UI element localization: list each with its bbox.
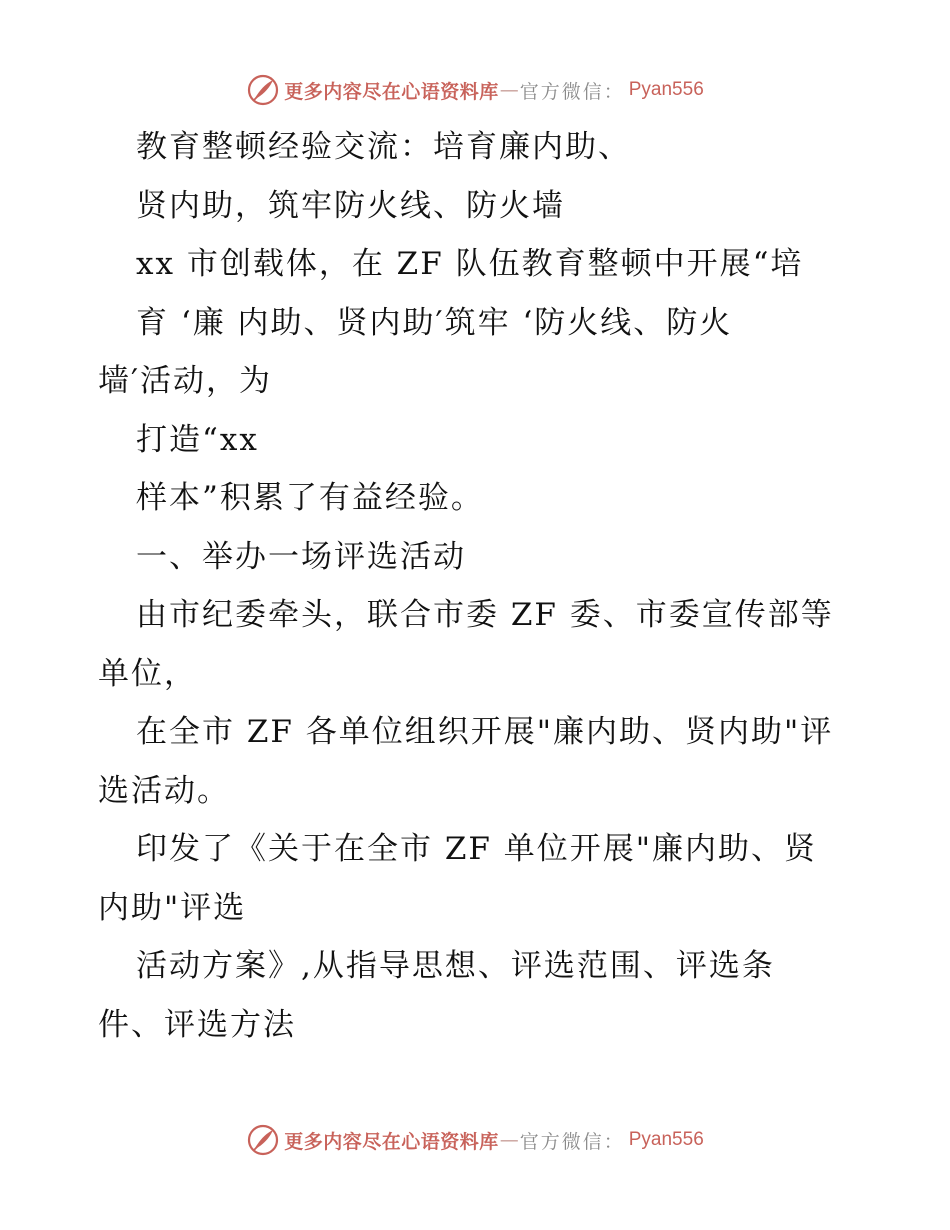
text-line: 件、评选方法 [98, 1006, 296, 1043]
watermark-dash: — [499, 79, 519, 101]
text-line: 活动方案》,从指导思想、评选范围、评选条 [136, 948, 775, 984]
watermark-label: 官方微信： [519, 80, 625, 103]
text-line: 打造“xx [136, 421, 259, 458]
text-line: 选活动。 [98, 772, 230, 809]
section-heading: 一、举办一场评选活动 [136, 538, 466, 575]
text-line: 教育整顿经验交流：培育廉内助、 [136, 129, 631, 165]
text-line: xx 市创载体，在 ZF 队伍教育整顿中开展“培 [136, 246, 804, 282]
header-watermark [0, 70, 950, 110]
text-line: 单位， [98, 655, 197, 692]
text-line: 样本”积累了有益经验。 [136, 480, 484, 516]
footer-watermark [0, 1120, 950, 1160]
text-line: 育 ‘廉 内助、贤内助′筑牢 ‘防火线、防火 [136, 304, 733, 341]
quill-logo-icon [246, 1123, 280, 1157]
text-line: 内助"评选 [98, 889, 247, 926]
text-line: 由市纪委牵头，联合市委 ZF 委、市委宣传部等 [136, 597, 834, 633]
text-line: 印发了《关于在全市 ZF 单位开展"廉内助、贤 [136, 831, 818, 867]
watermark-wechat-id: Pyan556 [628, 79, 704, 100]
watermark-main-text: 更多内容尽在心语资料库 [284, 80, 499, 103]
quill-logo-icon [246, 73, 280, 107]
document-body [98, 118, 858, 1054]
watermark-dash: — [499, 1129, 519, 1151]
watermark-wechat-id: Pyan556 [628, 1129, 704, 1150]
text-line: 墙′活动，为 [98, 363, 273, 399]
text-line: 贤内助，筑牢防火线、防火墙 [136, 187, 565, 224]
text-line: 在全市 ZF 各单位组织开展"廉内助、贤内助"评 [136, 714, 834, 750]
watermark-main-text: 更多内容尽在心语资料库 [284, 1130, 499, 1153]
watermark-label: 官方微信： [519, 1130, 625, 1153]
